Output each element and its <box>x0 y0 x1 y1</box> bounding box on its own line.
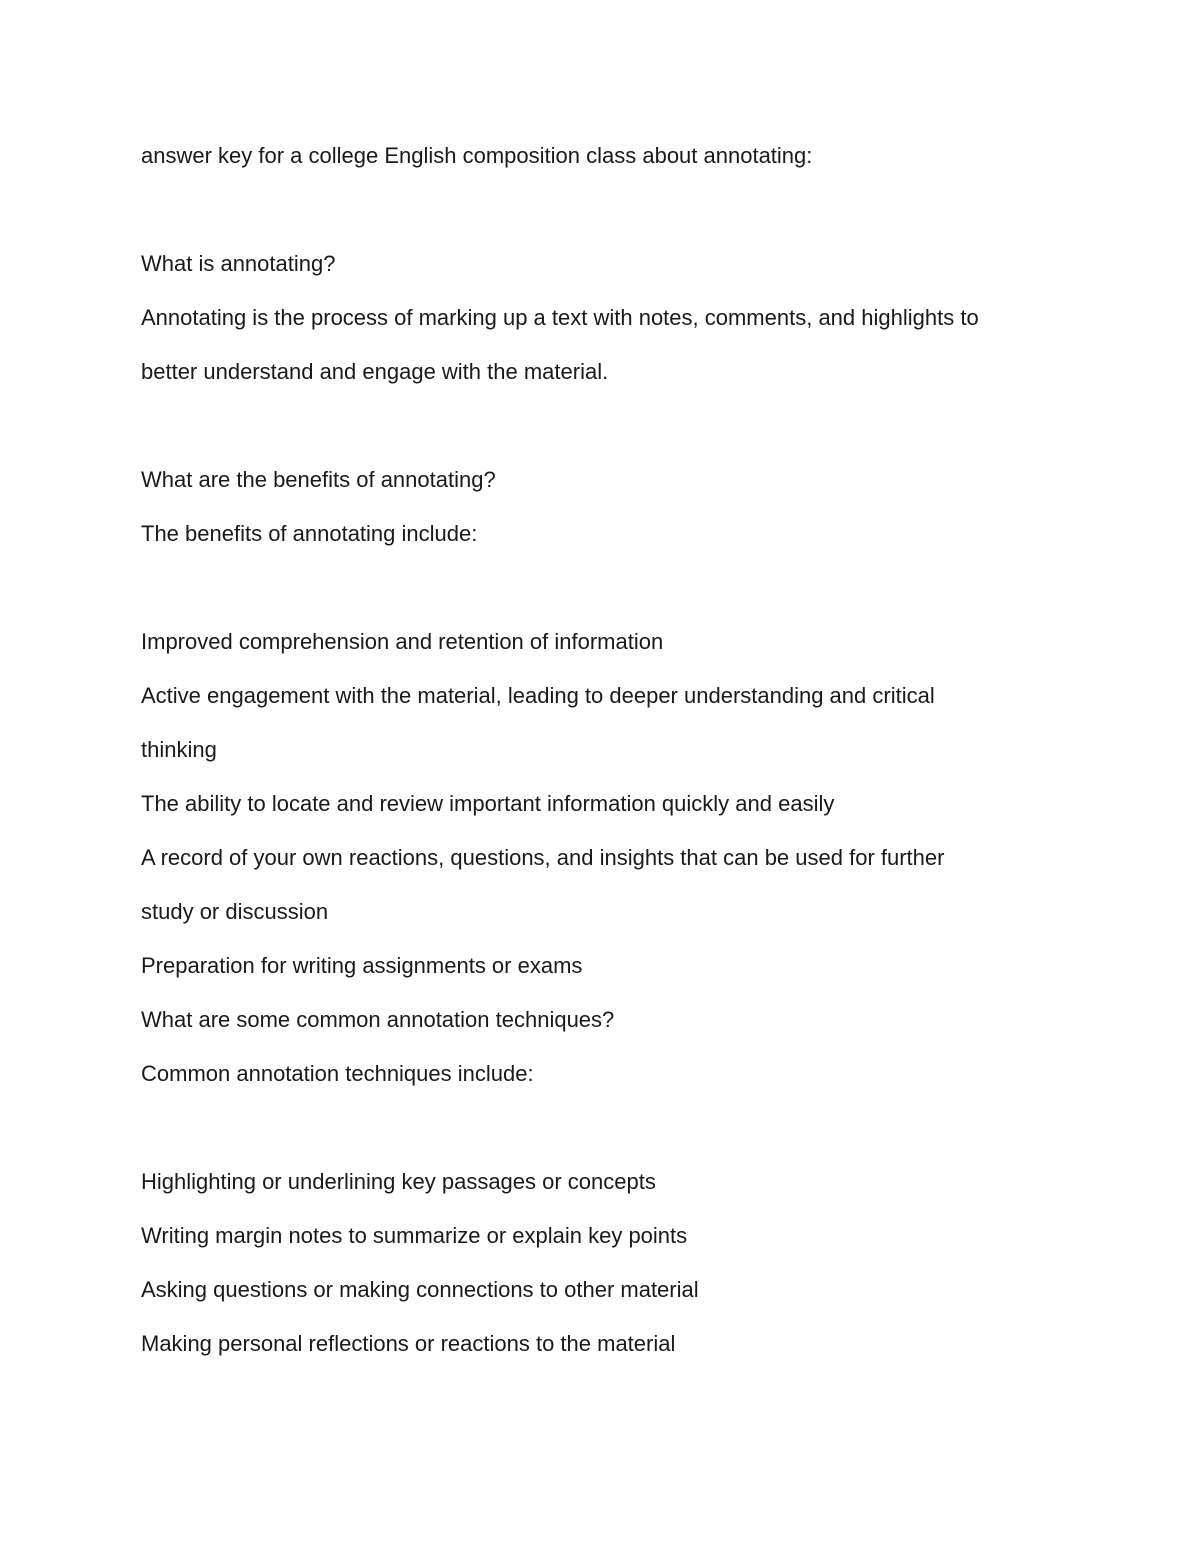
question-benefits: What are the benefits of annotating? <box>141 467 496 492</box>
document-body <box>141 129 1061 1371</box>
benefit-item: A record of your own reactions, questions, and insights that can be used for further <box>141 845 945 870</box>
benefit-item: The ability to locate and review important information quickly and easily <box>141 791 835 816</box>
technique-item: Highlighting or underlining key passages or concepts <box>141 1169 656 1194</box>
answer-line: better understand and engage with the material. <box>141 359 609 384</box>
technique-item: Asking questions or making connections to other material <box>141 1277 699 1302</box>
techniques-lead: Common annotation techniques include: <box>141 1061 534 1086</box>
technique-item: Writing margin notes to summarize or explain key points <box>141 1223 688 1248</box>
intro-line: answer key for a college English composition class about annotating: <box>141 143 813 168</box>
blank-line <box>141 399 1061 453</box>
blank-line <box>141 183 1061 237</box>
benefit-item: study or discussion <box>141 899 329 924</box>
answer-line: Annotating is the process of marking up a text with notes, comments, and highlights to <box>141 305 979 330</box>
benefit-item: thinking <box>141 737 217 762</box>
blank-line <box>141 1101 1061 1155</box>
blank-line <box>141 561 1061 615</box>
benefit-item: Preparation for writing assignments or exams <box>141 953 583 978</box>
benefit-item: Active engagement with the material, leading to deeper understanding and critical <box>141 683 935 708</box>
benefits-lead: The benefits of annotating include: <box>141 521 478 546</box>
benefit-item: Improved comprehension and retention of information <box>141 629 664 654</box>
technique-item: Making personal reflections or reactions to the material <box>141 1331 676 1356</box>
question-what-is-annotating: What is annotating? <box>141 251 336 276</box>
question-techniques: What are some common annotation techniques? <box>141 1007 615 1032</box>
